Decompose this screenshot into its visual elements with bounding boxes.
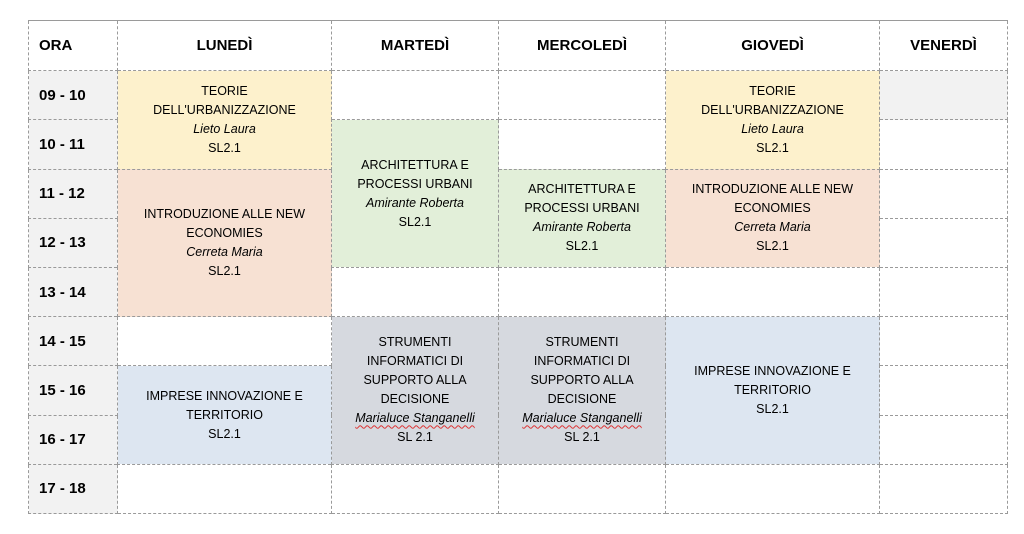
hour-label: 09 - 10	[29, 71, 118, 120]
course-room: SL2.1	[565, 239, 599, 254]
hour-label: 11 - 12	[29, 169, 118, 218]
course-strumenti-mercoledi[interactable]	[499, 317, 666, 465]
table-row	[29, 464, 1008, 513]
table-row	[29, 169, 1008, 218]
course-title: TEORIE	[749, 83, 796, 98]
course-introduzione-lunedi[interactable]	[118, 169, 332, 317]
course-professor: Lieto Laura	[741, 121, 804, 136]
course-imprese-lunedi[interactable]	[118, 366, 332, 464]
table-row	[29, 71, 1008, 120]
empty-cell	[499, 120, 666, 169]
empty-cell	[880, 71, 1008, 120]
header-martedi: MARTEDÌ	[332, 21, 499, 71]
hour-label: 10 - 11	[29, 120, 118, 169]
course-architettura-mercoledi[interactable]	[499, 169, 666, 267]
header-venerdi: VENERDÌ	[880, 21, 1008, 71]
empty-cell	[118, 464, 332, 513]
course-title: IMPRESE INNOVAZIONE E	[146, 388, 303, 403]
course-title: ECONOMIES	[734, 201, 811, 216]
course-title: STRUMENTI	[378, 335, 452, 350]
empty-cell	[332, 267, 499, 316]
header-giovedi: GIOVEDÌ	[666, 21, 880, 71]
course-room: SL2.1	[756, 140, 789, 155]
course-room: SL2.1	[208, 426, 241, 441]
course-title: TERRITORIO	[734, 382, 811, 397]
header-row	[29, 21, 1008, 71]
course-title: INTRODUZIONE ALLE NEW	[691, 182, 854, 197]
course-room: SL2.1	[756, 239, 789, 254]
course-title: ARCHITETTURA E	[361, 157, 469, 172]
course-title: INFORMATICI DI	[533, 354, 631, 369]
table-row	[29, 317, 1008, 366]
empty-cell	[880, 464, 1008, 513]
course-room: SL2.1	[398, 214, 432, 229]
empty-cell	[499, 267, 666, 316]
course-title: DELL'URBANIZZAZIONE	[153, 102, 296, 117]
course-strumenti-martedi[interactable]	[332, 317, 499, 465]
empty-cell	[332, 71, 499, 120]
course-title: INFORMATICI DI	[366, 354, 464, 369]
course-room: SL2.1	[756, 401, 789, 416]
empty-cell	[499, 464, 666, 513]
course-imprese-giovedi[interactable]	[666, 317, 880, 465]
empty-cell	[880, 267, 1008, 316]
course-teorie-giovedi[interactable]	[666, 71, 880, 169]
course-room: SL 2.1	[564, 430, 600, 445]
course-professor: Cerreta Maria	[186, 244, 263, 259]
empty-cell	[880, 169, 1008, 218]
hour-label: 16 - 17	[29, 415, 118, 464]
course-architettura-martedi[interactable]	[332, 120, 499, 268]
course-professor: Marialuce Stanganelli	[355, 411, 475, 426]
course-teorie-lunedi[interactable]	[118, 71, 332, 169]
timetable	[28, 20, 1008, 514]
course-title: DECISIONE	[547, 392, 617, 407]
hour-label: 12 - 13	[29, 218, 118, 267]
course-title: PROCESSI URBANI	[357, 176, 473, 191]
hour-label: 17 - 18	[29, 464, 118, 513]
course-professor: Lieto Laura	[193, 121, 256, 136]
header-lunedi: LUNEDÌ	[118, 21, 332, 71]
hour-label: 15 - 16	[29, 366, 118, 415]
course-professor: Amirante Roberta	[366, 195, 464, 210]
empty-cell	[118, 317, 332, 366]
course-room: SL2.1	[208, 263, 241, 278]
course-professor: Cerreta Maria	[734, 220, 811, 235]
course-professor: Amirante Roberta	[533, 220, 631, 235]
empty-cell	[880, 415, 1008, 464]
course-title: STRUMENTI	[545, 335, 619, 350]
course-title: INTRODUZIONE ALLE NEW	[143, 206, 306, 221]
course-room: SL2.1	[208, 140, 241, 155]
course-room: SL 2.1	[397, 430, 433, 445]
empty-cell	[666, 464, 880, 513]
course-title: PROCESSI URBANI	[524, 201, 640, 216]
empty-cell	[880, 317, 1008, 366]
course-title: SUPPORTO ALLA	[530, 373, 634, 388]
header-ora: ORA	[29, 21, 118, 71]
course-title: ECONOMIES	[186, 225, 263, 240]
empty-cell	[499, 71, 666, 120]
empty-cell	[880, 120, 1008, 169]
course-title: DELL'URBANIZZAZIONE	[701, 102, 844, 117]
empty-cell	[880, 218, 1008, 267]
course-title: TERRITORIO	[186, 407, 263, 422]
course-title: DECISIONE	[380, 392, 450, 407]
hour-label: 13 - 14	[29, 267, 118, 316]
course-professor: Marialuce Stanganelli	[522, 411, 642, 426]
empty-cell	[666, 267, 880, 316]
header-mercoledi: MERCOLEDÌ	[499, 21, 666, 71]
course-title: TEORIE	[201, 83, 248, 98]
empty-cell	[880, 366, 1008, 415]
course-title: ARCHITETTURA E	[528, 182, 636, 197]
course-title: IMPRESE INNOVAZIONE E	[694, 363, 851, 378]
empty-cell	[332, 464, 499, 513]
course-title: SUPPORTO ALLA	[363, 373, 467, 388]
hour-label: 14 - 15	[29, 317, 118, 366]
course-introduzione-giovedi[interactable]	[666, 169, 880, 267]
